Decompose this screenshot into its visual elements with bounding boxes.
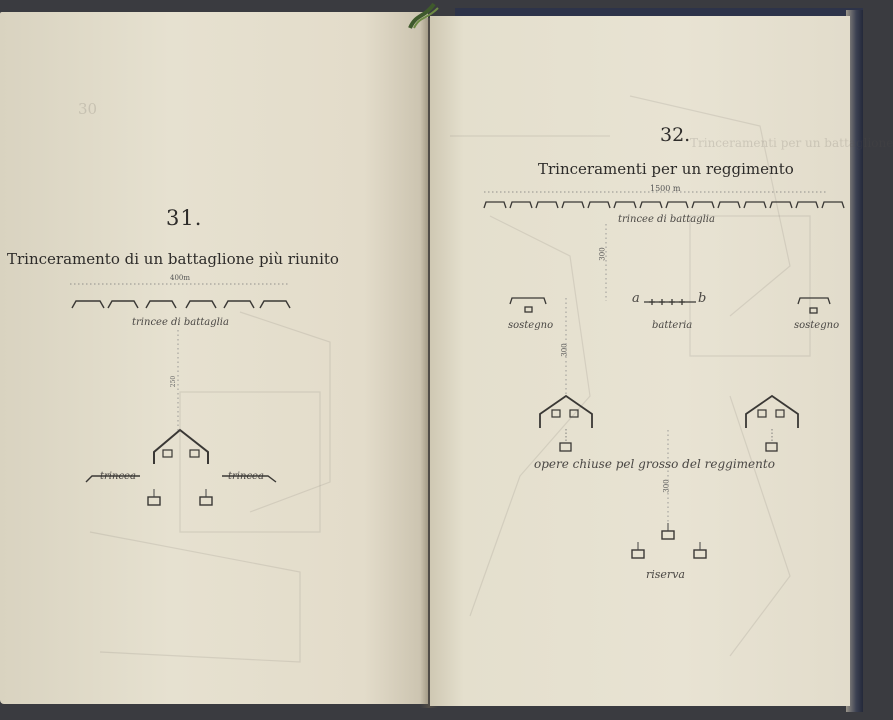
bleed-through-title: Trinceramenti per un battaglione [690, 136, 893, 150]
trench-row [72, 301, 290, 308]
support-left-label: sostegno [508, 320, 554, 331]
closed-work-left-company-1 [552, 410, 560, 417]
vertical-dimension-label-1: 300 [598, 247, 607, 261]
left-trench-label: trincea [100, 471, 136, 482]
figure-number: 32. [660, 124, 691, 146]
reserve-block-center [662, 531, 674, 539]
trench-row [484, 202, 844, 208]
reserve-label: riserva [646, 568, 685, 581]
vertical-dimension-label-3: 300 [662, 479, 671, 493]
trenches-label: trincee di battaglia [132, 317, 229, 328]
right-trench-label: trincea [228, 471, 264, 482]
redoubt-shape [154, 430, 208, 464]
battery-line [644, 299, 696, 305]
closed-work-right-reserve [766, 443, 777, 451]
battery-label: batteria [652, 320, 693, 331]
trenches-label: trincee di battaglia [618, 214, 715, 225]
dimension-label: 400m [170, 274, 190, 282]
closed-work-right-company-1 [758, 410, 766, 417]
closed-works-label: opere chiuse pel grosso del reggimento [534, 457, 775, 471]
bleed-through-number: 30 [78, 100, 98, 118]
battalion-diagram [0, 12, 428, 704]
redoubt-company-left [163, 450, 172, 457]
support-right [798, 298, 830, 313]
figure-number: 31. [166, 206, 203, 230]
bookmark-ribbon [404, 0, 440, 30]
figure-title: Trinceramenti per un reggimento [538, 160, 794, 178]
side-trenches [86, 476, 276, 482]
closed-work-left-reserve [560, 443, 571, 451]
battery-a-label: a [632, 291, 640, 306]
vertical-dimension-label: 250 [170, 375, 178, 388]
regiment-diagram [430, 16, 850, 706]
reserve-block-left [632, 550, 644, 558]
vertical-dimension-label-2: 300 [560, 343, 569, 357]
reserve-block-left [148, 497, 160, 505]
support-left [510, 298, 546, 312]
redoubt-company-right [190, 450, 199, 457]
bleed-through-drawing [90, 312, 330, 662]
figure-title: Trinceramento di un battaglione più riunito [7, 250, 339, 268]
closed-work-right-company-2 [776, 410, 784, 417]
left-page [0, 12, 428, 704]
closed-work-right [746, 396, 798, 428]
reserve-block-right [200, 497, 212, 505]
support-right-label: sostegno [794, 320, 840, 331]
dimension-label: 1500 m [650, 184, 681, 193]
bleed-through-drawing [450, 96, 810, 656]
battery-b-label: b [698, 291, 707, 306]
right-page [430, 16, 893, 706]
reserve-block-right [694, 550, 706, 558]
